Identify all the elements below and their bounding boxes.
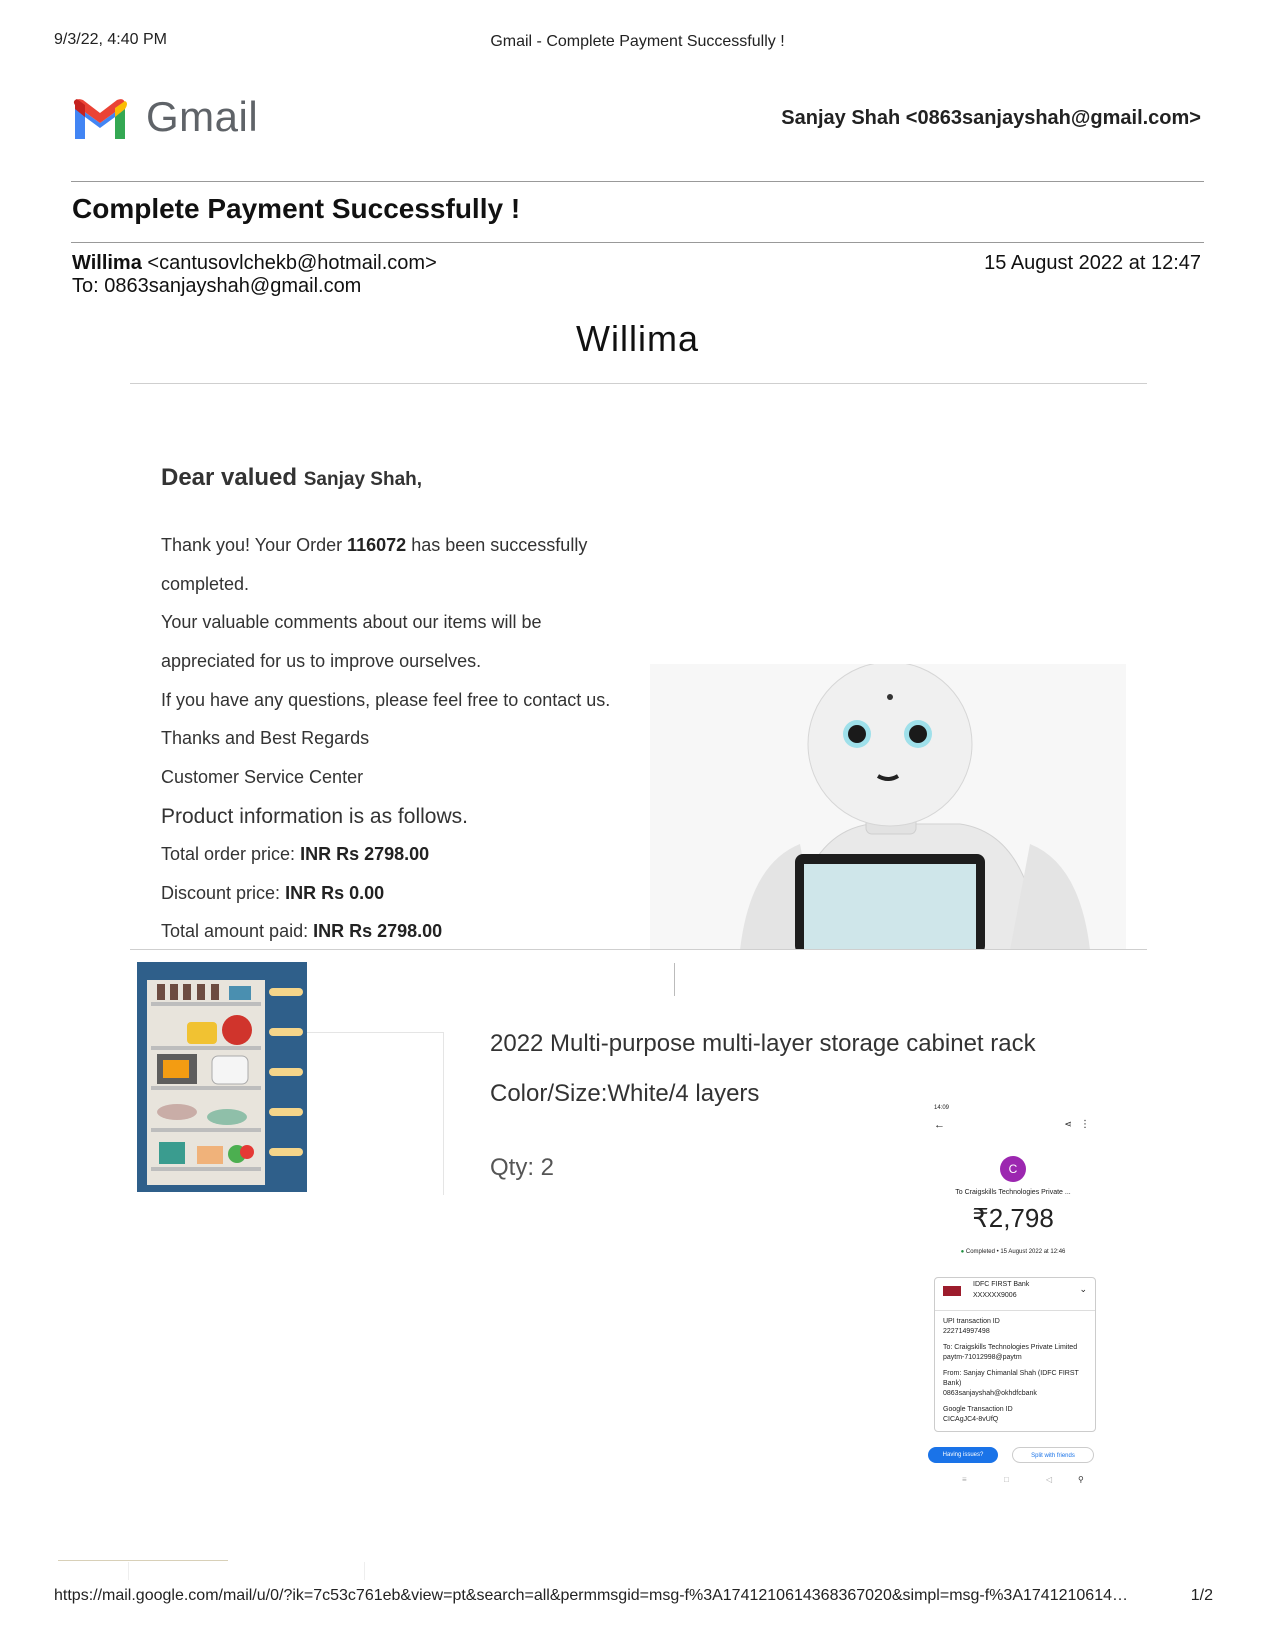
brand-title: Willima	[576, 318, 699, 359]
phone-status-time: 14:09	[934, 1105, 950, 1111]
product-color-size: Color/Size:White/4 layers	[490, 1080, 760, 1107]
robot-image	[650, 664, 1126, 950]
more-icon: ⋮	[1080, 1119, 1090, 1130]
bank-account: XXXXXX9006	[973, 1292, 1017, 1299]
subject-divider	[71, 242, 1204, 243]
message-date: 15 August 2022 at 12:47	[984, 252, 1201, 274]
footer-tick-2	[364, 1562, 365, 1580]
customer-name: Sanjay Shah,	[303, 469, 423, 490]
split-friends-button[interactable]: Split with friends	[1012, 1447, 1094, 1463]
transaction-card	[934, 1277, 1096, 1432]
product-image	[137, 962, 307, 1192]
order-confirmation	[161, 535, 587, 556]
order-number: 116072	[347, 535, 407, 555]
payment-status-text: Completed • 15 August 2022 at 12:46	[965, 1249, 1066, 1255]
summary-divider	[130, 949, 1147, 950]
to-vpa: paytm-71012998@paytm	[943, 1354, 1022, 1361]
from-vpa: 0863sanjayshah@okhdfcbank	[943, 1390, 1037, 1397]
paid-label: Total amount paid:	[161, 921, 309, 941]
transaction-details	[935, 1311, 1095, 1431]
gmail-wordmark: Gmail	[146, 93, 259, 140]
discount-label: Discount price:	[161, 883, 281, 903]
thanks-text-end: has been successfully	[411, 535, 588, 555]
having-issues-button[interactable]: Having issues?	[928, 1447, 998, 1463]
print-url[interactable]: https://mail.google.com/mail/u/0/?ik=7c53c761eb&view=pt&search=all&permmsgid=msg-f%3A1741210614368367020&simpl=msg-f%3A1741210614…	[54, 1587, 1128, 1604]
paid-value: INR Rs 2798.00	[313, 921, 443, 941]
gmail-m-icon	[71, 95, 129, 139]
payment-amount: ₹2,798	[972, 1203, 1054, 1233]
from-label: From: Sanjay Chimanlal Shah (IDFC FIRST Bank)	[943, 1370, 1079, 1387]
sender-email: <cantusovlchekb@hotmail.com>	[147, 252, 437, 274]
message-subject: Complete Payment Successfully !	[72, 193, 521, 224]
image-cell-border	[307, 1032, 444, 1195]
payee-avatar: C	[1000, 1156, 1026, 1182]
payment-screenshot	[928, 1105, 1098, 1510]
home-nav-icon[interactable]: □	[1004, 1475, 1009, 1484]
total-amount-paid	[161, 921, 442, 942]
product-name: 2022 Multi-purpose multi-layer storage cabinet rack	[490, 1030, 1036, 1057]
accessibility-icon[interactable]: ⚲	[1078, 1475, 1084, 1484]
service-center: Customer Service Center	[161, 767, 364, 787]
account-header: Sanjay Shah <0863sanjayshah@gmail.com>	[781, 107, 1201, 129]
upi-label: UPI transaction ID	[943, 1318, 1000, 1325]
regards-text: Thanks and Best Regards	[161, 728, 370, 748]
product-info-heading: Product information is as follows.	[161, 805, 468, 828]
cell-divider	[674, 963, 675, 996]
gtid-label: Google Transaction ID	[943, 1406, 1013, 1413]
greeting	[161, 464, 422, 492]
sender-name: Willima	[72, 252, 142, 274]
payee-name: To Craigskills Technologies Private ...	[955, 1189, 1071, 1196]
menu-nav-icon[interactable]: ≡	[962, 1475, 967, 1484]
greeting-text: Dear valued	[161, 464, 298, 491]
bank-row	[935, 1278, 1095, 1311]
brand-divider	[130, 383, 1147, 384]
discount-price	[161, 883, 384, 904]
bank-name: IDFC FIRST Bank	[973, 1281, 1030, 1288]
questions-text: If you have any questions, please feel free to contact us.	[161, 690, 611, 710]
total-order-price	[161, 844, 429, 865]
comments-text-1: Your valuable comments about our items will be	[161, 612, 542, 632]
upi-id: 222714997498	[943, 1328, 990, 1335]
sender	[72, 252, 437, 275]
check-icon: ●	[960, 1249, 965, 1255]
share-icon: ⋖	[1064, 1119, 1072, 1129]
print-datetime: 9/3/22, 4:40 PM	[54, 31, 167, 48]
total-value: INR Rs 2798.00	[300, 844, 430, 864]
back-arrow-icon: ←	[934, 1119, 945, 1131]
footer-tick	[128, 1562, 129, 1580]
comments-text-2: appreciated for us to improve ourselves.	[161, 651, 482, 671]
bank-logo-icon	[943, 1286, 961, 1296]
thanks-text: Thank you! Your Order	[161, 535, 343, 555]
header-divider	[71, 181, 1204, 182]
chevron-down-icon[interactable]: ⌄	[1079, 1284, 1087, 1294]
completed-text: completed.	[161, 574, 250, 594]
print-title: Gmail - Complete Payment Successfully !	[490, 33, 785, 50]
recipient: To: 0863sanjayshah@gmail.com	[72, 275, 362, 297]
total-label: Total order price:	[161, 844, 296, 864]
discount-value: INR Rs 0.00	[285, 883, 385, 903]
back-nav-icon[interactable]: ◁	[1046, 1475, 1053, 1484]
payment-status	[928, 1249, 1098, 1255]
to-label: To: Craigskills Technologies Private Limited	[943, 1344, 1078, 1351]
product-qty: Qty: 2	[490, 1154, 555, 1181]
footer-rule	[58, 1560, 228, 1561]
gmail-logo[interactable]	[71, 93, 258, 141]
print-page-number: 1/2	[1190, 1587, 1213, 1604]
gtid: CICAgJC4-8vUfQ	[943, 1416, 999, 1423]
